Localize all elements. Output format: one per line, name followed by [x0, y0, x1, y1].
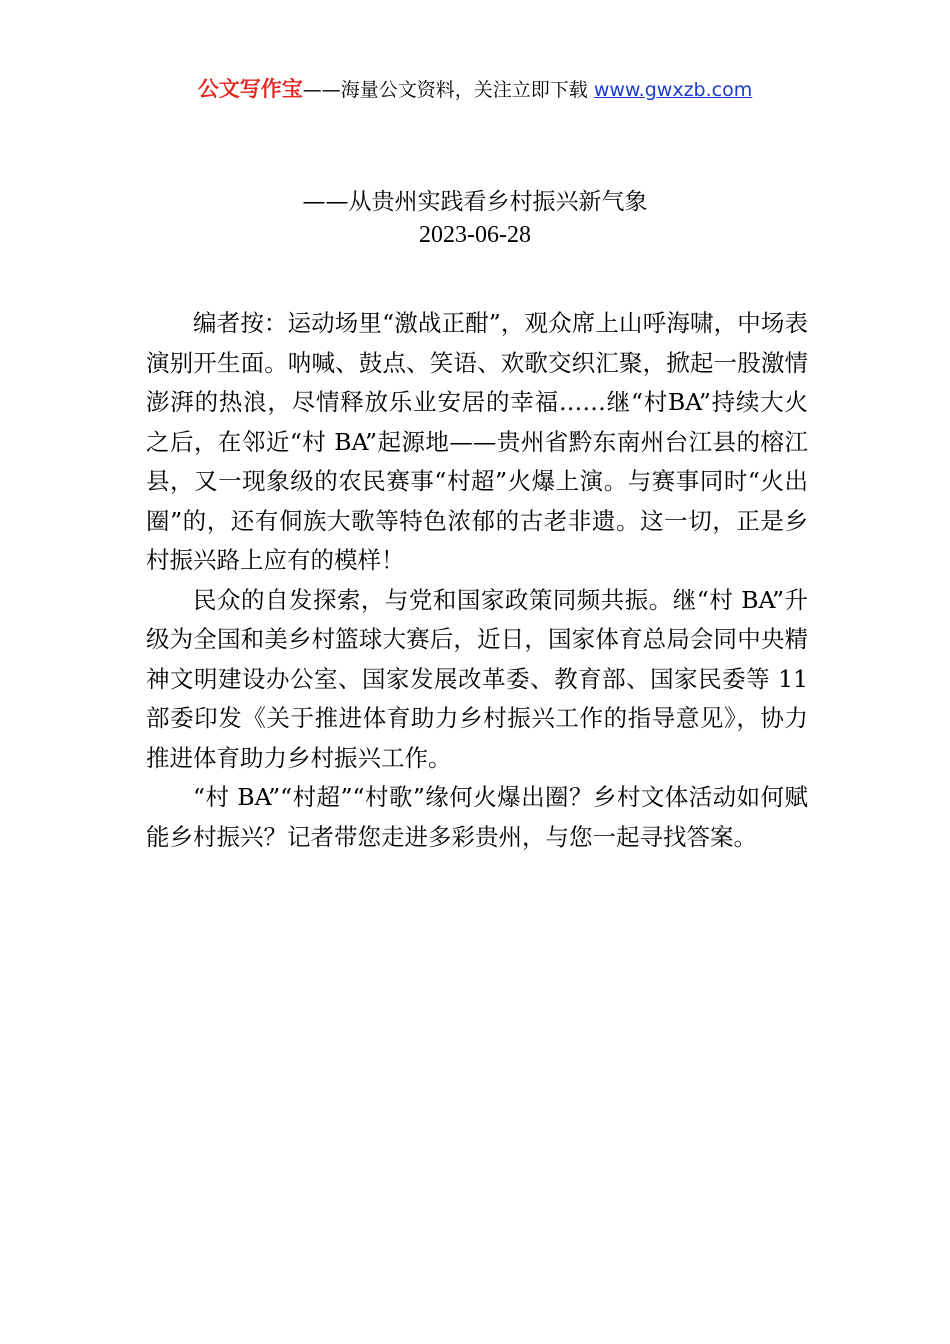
policy-paragraph: 民众的自发探索，与党和国家政策同频共振。继“村 BA”升级为全国和美乡村篮球大赛后，近日，国家体育总局会同中央精神文明建设办公室、国家发展改革委、教育部、国家民委等 11 部委印发《关于推进体育助力乡村振兴工作的指导意见》，协力推进体育助力乡村振兴工作。 — [146, 585, 808, 772]
closing-paragraph: “村 BA”“村超”“村歌”缘何火爆出圈？乡村文体活动如何赋能乡村振兴？记者带您走进多彩贵州，与您一起寻找答案。 — [146, 783, 808, 851]
brand-name: 公文写作宝 — [197, 77, 303, 101]
editor-note-paragraph: 编者按：运动场里“激战正酣”，观众席上山呼海啸，中场表演别开生面。呐喊、鼓点、笑语、欢歌交织汇聚，掀起一股激情澎湃的热浪，尽情释放乐业安居的幸福……继“村BA”持续大火之后，在邻近“村 BA”起源地——贵州省黔东南州台江县的榕江县，又一现象级的农民赛事“村超”火爆上演。与赛事同时“火出圈”的，还有侗族大歌等特色浓郁的古老非遗。这一切，正是乡村振兴路上应有的模样！ — [146, 309, 808, 574]
article-subtitle: ——从贵州实践看乡村振兴新气象 — [302, 189, 648, 215]
website-link[interactable]: www.gwxzb.com — [593, 79, 753, 101]
document-header — [0, 76, 950, 103]
article-date: 2023-06-28 — [419, 222, 531, 248]
article-body — [146, 304, 808, 857]
header-tagline: ——海量公文资料，关注立即下载 — [302, 79, 588, 101]
